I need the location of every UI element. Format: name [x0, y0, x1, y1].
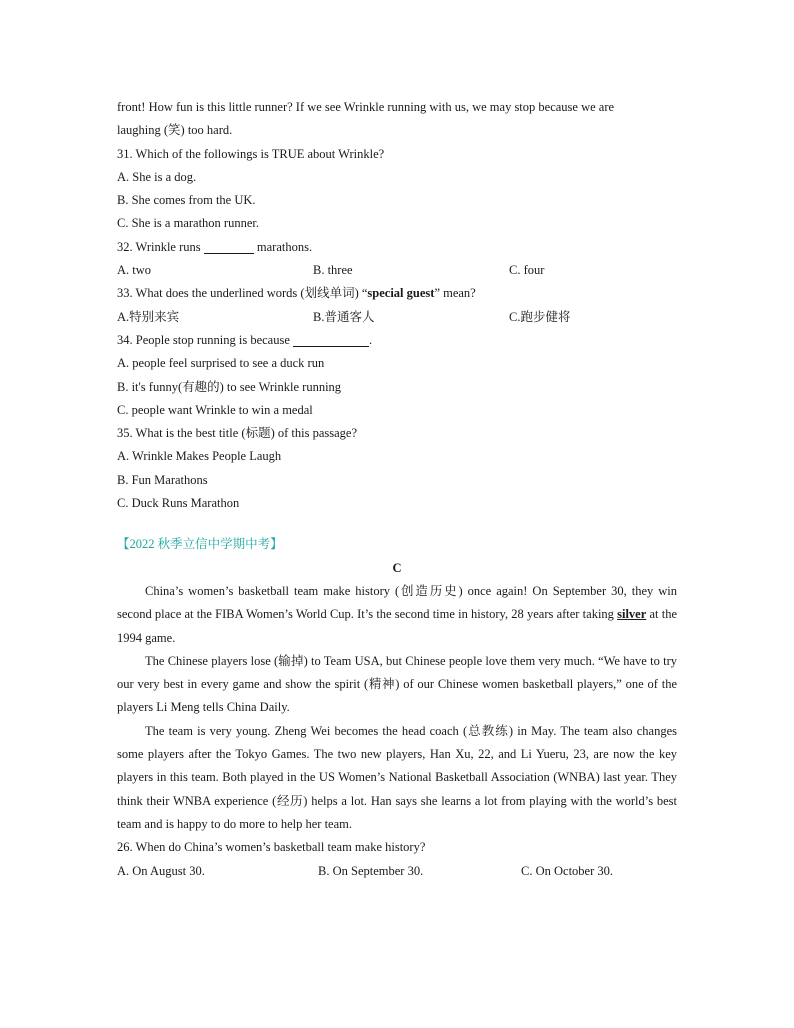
option-34-a: A. people feel surprised to see a duck run [117, 356, 325, 371]
passage-c-paragraph-2: The Chinese players lose (输掉) to Team USA, but Chinese people love them very much. “We have to try our very best in every game and show the spirit (精神) of our Chinese women basketball players,” one of the players Li Meng tells China Daily. [117, 653, 677, 715]
option-33-a: A.特别来宾 [117, 309, 180, 324]
question-26-options [117, 860, 677, 883]
section-letter: C [392, 560, 402, 575]
option-32-c: C. four [509, 263, 545, 278]
underlined-word: silver [617, 607, 647, 622]
option-26-b: B. On September 30. [318, 863, 424, 878]
underlined-term: special guest [367, 286, 435, 301]
option-32-b: B. three [313, 263, 353, 278]
page-content [117, 96, 677, 883]
question-33-stem [117, 282, 677, 305]
answer-blank [293, 332, 369, 347]
option-31-c: C. She is a marathon runner. [117, 216, 259, 231]
question-32-stem-start: 32. Wrinkle runs [117, 239, 201, 254]
question-33-options [117, 306, 677, 329]
question-34-stem [117, 329, 677, 352]
question-32-stem-end: marathons. [256, 239, 313, 254]
question-32-stem [117, 236, 677, 259]
question-35-stem: 35. What is the best title (标题) of this passage? [117, 426, 357, 441]
answer-blank [204, 239, 254, 254]
paragraph-text: China’s women’s basketball team make history (创造历史) once again! On September 30, they win second place at the FIBA Women’s World Cup. It’s the second time in history, 28 years after taking [117, 583, 677, 622]
option-26-c: C. On October 30. [521, 863, 613, 878]
option-33-c: C.跑步健将 [509, 309, 571, 324]
option-34-b: B. it's funny(有趣的) to see Wrinkle running [117, 379, 342, 394]
option-33-b: B.普通客人 [313, 309, 375, 324]
question-33-stem-start: 33. What does the underlined words (划线单词) “ [117, 286, 368, 301]
option-31-b: B. She comes from the UK. [117, 193, 256, 208]
passage-text: laughing (笑) too hard. [117, 123, 233, 138]
question-34-stem-end: . [369, 332, 373, 347]
question-26-stem: 26. When do China’s women’s basketball team make history? [117, 840, 426, 855]
option-35-a: A. Wrinkle Makes People Laugh [117, 449, 282, 464]
question-31-stem: 31. Which of the followings is TRUE about Wrinkle? [117, 146, 385, 161]
passage-c-paragraph-3: The team is very young. Zheng Wei becomes the head coach (总教练) in May. The team also changes some players after the Tokyo Games. The two new players, Han Xu, 22, and Li Yueru, 23, are now the key players in this team. Both played in the US Women’s National Basketball Association (WNBA) last year. They think their WNBA experience (经历) helps a lot. Han says she learns a lot from playing with the world’s best team and is happy to do more to help her team. [117, 723, 677, 831]
question-33-stem-end: ” mean? [434, 286, 476, 301]
option-31-a: A. She is a dog. [117, 169, 197, 184]
option-26-a: A. On August 30. [117, 863, 205, 878]
option-32-a: A. two [117, 263, 152, 278]
section-source-tag: 【2022 秋季立信中学期中考】 [117, 537, 283, 552]
passage-c-paragraph-1 [117, 580, 677, 650]
question-32-options [117, 259, 677, 282]
passage-text: front! How fun is this little runner? If we see Wrinkle running with us, we may stop because we are [117, 100, 615, 114]
paragraph-text: at the 1994 game. [117, 607, 677, 645]
option-35-b: B. Fun Marathons [117, 472, 208, 487]
question-34-stem-start: 34. People stop running is because [117, 332, 290, 347]
option-35-c: C. Duck Runs Marathon [117, 496, 240, 511]
option-34-c: C. people want Wrinkle to win a medal [117, 402, 313, 417]
